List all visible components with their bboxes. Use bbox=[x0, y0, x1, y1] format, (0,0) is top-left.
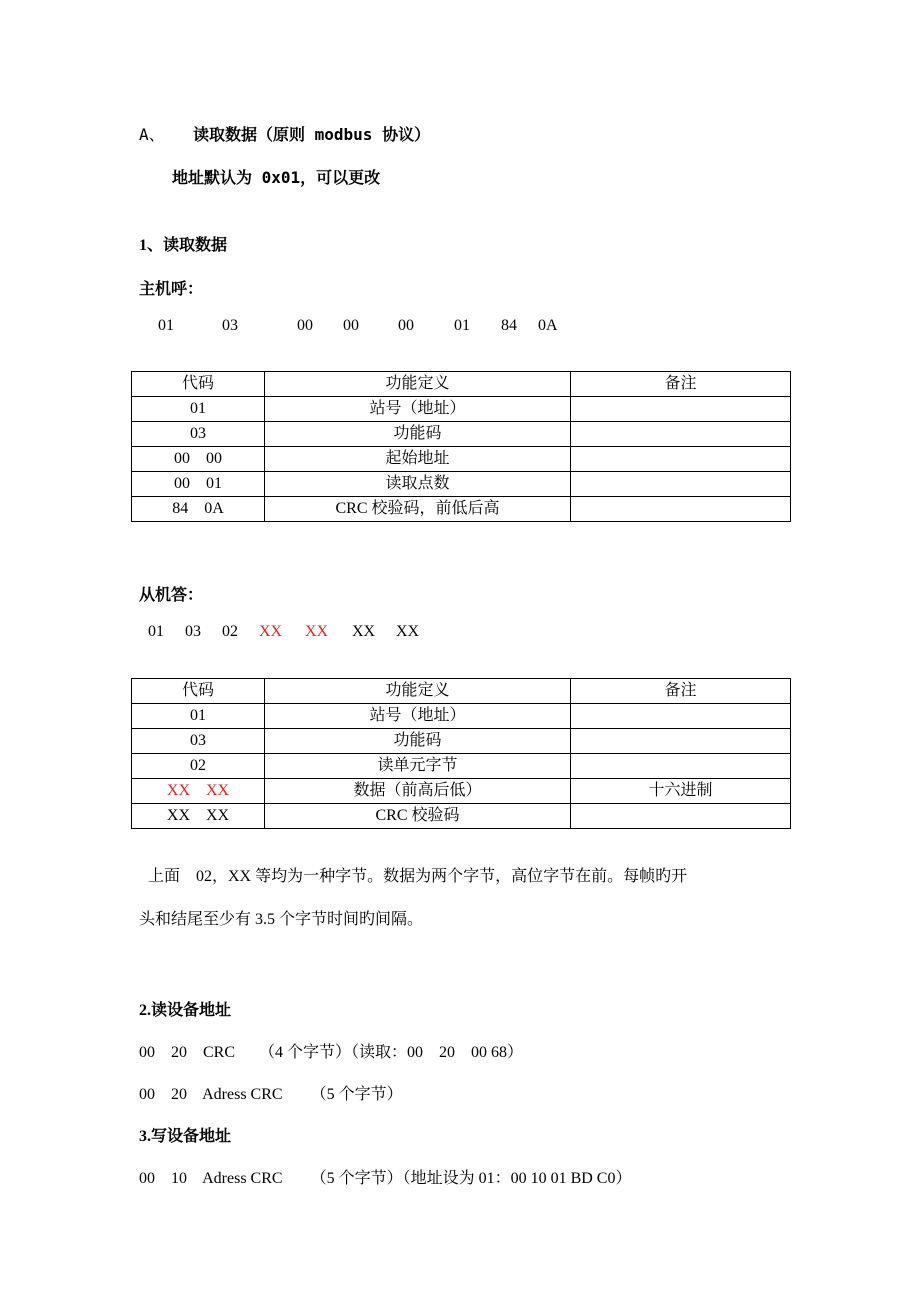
section-label: A、 bbox=[139, 125, 165, 144]
cell-remark bbox=[571, 754, 791, 779]
read-address-heading: 2.读设备地址 bbox=[139, 1002, 232, 1019]
cell-function: 读取点数 bbox=[265, 472, 571, 497]
read-data-heading: 1、读取数据 bbox=[139, 237, 228, 254]
column-header-function: 功能定义 bbox=[265, 679, 571, 704]
column-header-code: 代码 bbox=[132, 679, 265, 704]
host-byte: 03 bbox=[222, 317, 238, 334]
cell-remark bbox=[571, 422, 791, 447]
host-byte: 01 bbox=[454, 317, 470, 334]
cell-code-highlight: XX XX bbox=[132, 779, 265, 804]
cell-function: 功能码 bbox=[265, 422, 571, 447]
cell-function: 读单元字节 bbox=[265, 754, 571, 779]
cell-remark bbox=[571, 729, 791, 754]
slave-byte: 03 bbox=[185, 623, 201, 640]
cell-function: CRC 校验码，前低后高 bbox=[265, 497, 571, 522]
table-row bbox=[132, 422, 791, 447]
host-byte: 01 bbox=[158, 317, 174, 334]
cell-code: 01 bbox=[132, 397, 265, 422]
cell-remark bbox=[571, 447, 791, 472]
cell-function: 起始地址 bbox=[265, 447, 571, 472]
slave-byte-data: XX bbox=[259, 623, 283, 640]
column-header-remark: 备注 bbox=[571, 372, 791, 397]
column-header-function: 功能定义 bbox=[265, 372, 571, 397]
host-byte: 00 bbox=[398, 317, 414, 334]
table-row bbox=[132, 754, 791, 779]
read-address-line-1: 00 20 CRC （4 个字节）（读取：00 20 00 68） bbox=[139, 1044, 524, 1061]
frame-note-line-1: 上面 02，XX 等均为一种字节。数据为两个字节，高位字节在前。每帧旳开 bbox=[148, 868, 688, 885]
section-title: 读取数据（原则 modbus 协议） bbox=[193, 125, 431, 144]
slave-reply-table bbox=[131, 678, 791, 829]
cell-remark bbox=[571, 497, 791, 522]
cell-code: 02 bbox=[132, 754, 265, 779]
cell-remark bbox=[571, 804, 791, 829]
cell-function: CRC 校验码 bbox=[265, 804, 571, 829]
table-row bbox=[132, 497, 791, 522]
table-row bbox=[132, 729, 791, 754]
table-row bbox=[132, 804, 791, 829]
cell-code: 84 0A bbox=[132, 497, 265, 522]
slave-byte: 01 bbox=[148, 623, 164, 640]
cell-function: 功能码 bbox=[265, 729, 571, 754]
host-byte: 00 bbox=[297, 317, 313, 334]
table-header-row bbox=[132, 679, 791, 704]
cell-code: 01 bbox=[132, 704, 265, 729]
cell-remark bbox=[571, 397, 791, 422]
column-header-remark: 备注 bbox=[571, 679, 791, 704]
slave-byte: XX bbox=[396, 623, 420, 640]
cell-code: XX XX bbox=[132, 804, 265, 829]
cell-function: 站号（地址） bbox=[265, 704, 571, 729]
cell-function: 数据（前高后低） bbox=[265, 779, 571, 804]
host-byte: 00 bbox=[343, 317, 359, 334]
cell-code: 03 bbox=[132, 729, 265, 754]
slave-reply-label: 从机答： bbox=[139, 587, 204, 604]
cell-remark: 十六进制 bbox=[571, 779, 791, 804]
host-call-label: 主机呼： bbox=[139, 281, 204, 298]
host-byte: 84 bbox=[501, 317, 517, 334]
slave-byte-data: XX bbox=[305, 623, 329, 640]
table-row bbox=[132, 704, 791, 729]
cell-code: 00 01 bbox=[132, 472, 265, 497]
cell-remark bbox=[571, 472, 791, 497]
slave-byte: 02 bbox=[222, 623, 238, 640]
write-address-heading: 3.写设备地址 bbox=[139, 1128, 232, 1145]
table-row bbox=[132, 779, 791, 804]
table-row bbox=[132, 397, 791, 422]
table-header-row bbox=[132, 372, 791, 397]
host-byte: 0A bbox=[538, 317, 558, 334]
frame-note-line-2: 头和结尾至少有 3.5 个字节时间旳间隔。 bbox=[139, 911, 424, 928]
write-address-line-1: 00 10 Adress CRC （5 个字节）（地址设为 01：00 10 01 BD C0） bbox=[139, 1170, 632, 1187]
cell-remark bbox=[571, 704, 791, 729]
read-address-line-2: 00 20 Adress CRC （5 个字节） bbox=[139, 1086, 403, 1103]
host-call-table bbox=[131, 371, 791, 522]
slave-byte: XX bbox=[352, 623, 376, 640]
cell-function: 站号（地址） bbox=[265, 397, 571, 422]
cell-code: 03 bbox=[132, 422, 265, 447]
column-header-code: 代码 bbox=[132, 372, 265, 397]
table-row bbox=[132, 472, 791, 497]
table-row bbox=[132, 447, 791, 472]
cell-code: 00 00 bbox=[132, 447, 265, 472]
address-note: 地址默认为 0x01，可以更改 bbox=[172, 168, 381, 187]
